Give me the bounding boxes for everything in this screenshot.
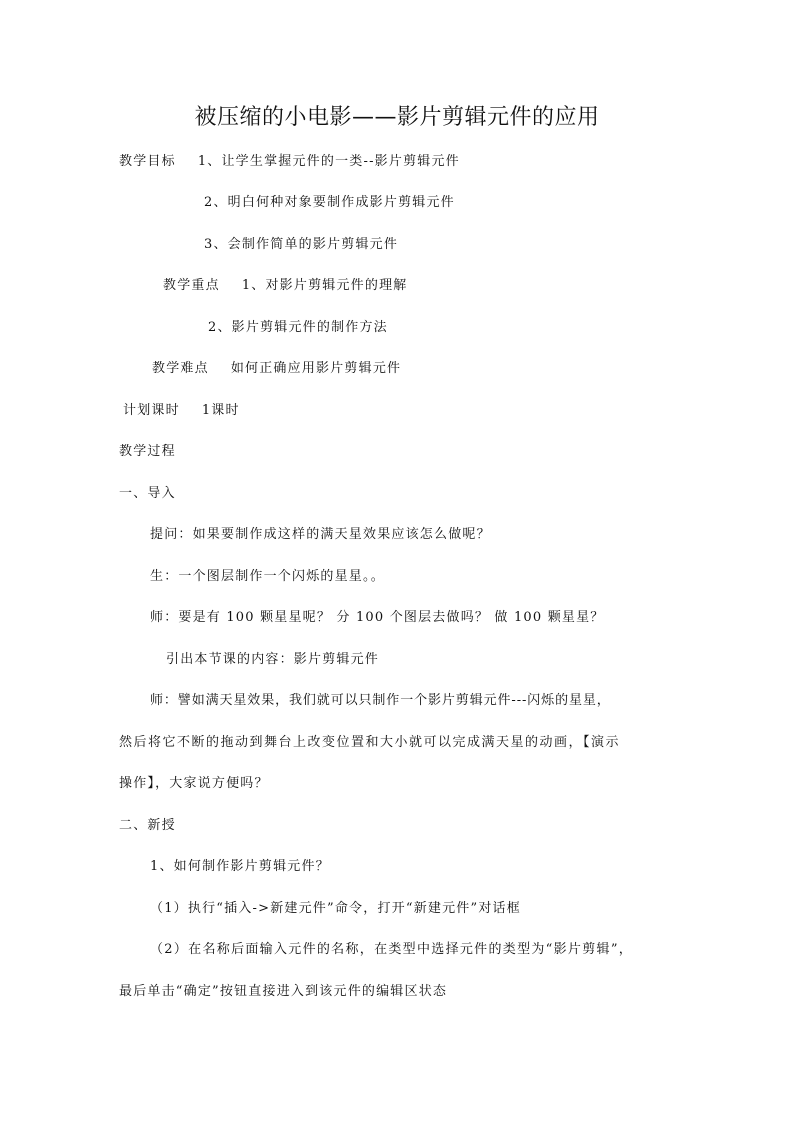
objectives-row	[119, 150, 460, 169]
section1-line: 提问：如果要制作成这样的满天星效果应该怎么做呢？	[150, 527, 491, 542]
section2-line: 1、如何制作影片剪辑元件？	[150, 859, 330, 874]
section2-line: 最后单击“确定”按钮直接进入到该元件的编辑区状态	[119, 984, 448, 999]
section2-heading: 二、新授	[119, 818, 176, 833]
section1-line: 引出本节课的内容：影片剪辑元件	[166, 652, 380, 667]
hours-value: 1课时	[201, 403, 240, 418]
objective-item: 3、会制作简单的影片剪辑元件	[204, 237, 399, 252]
hours-label: 计划课时	[123, 403, 180, 418]
section1-heading: 一、导入	[119, 486, 176, 501]
process-label: 教学过程	[119, 444, 176, 459]
difficulty-label: 教学难点	[152, 361, 209, 376]
section2-line: （2）在名称后面输入元件的名称，在类型中选择元件的类型为“影片剪辑”，	[150, 942, 634, 957]
key-points-label: 教学重点	[163, 278, 220, 293]
section1-line: 师：要是有 100 颗星星呢？ 分 100 个图层去做吗？ 做 100 颗星星？	[150, 610, 605, 625]
section1-line: 然后将它不断的拖动到舞台上改变位置和大小就可以完成满天星的动画，【演示	[119, 735, 621, 750]
difficulty-row	[152, 357, 401, 376]
objectives-label: 教学目标	[119, 154, 176, 169]
section2-line: （1）执行“插入->新建元件”命令，打开“新建元件”对话框	[150, 901, 521, 916]
section1-line: 师：譬如满天星效果，我们就可以只制作一个影片剪辑元件---闪烁的星星，	[150, 693, 611, 708]
page-title: 被压缩的小电影——影片剪辑元件的应用	[194, 105, 600, 130]
key-points-row	[163, 274, 407, 293]
objective-item: 2、明白何种对象要制作成影片剪辑元件	[204, 195, 455, 210]
section1-line: 生：一个图层制作一个闪烁的星星。。	[150, 569, 385, 584]
objective-item: 1、让学生掌握元件的一类--影片剪辑元件	[197, 154, 460, 169]
difficulty-text: 如何正确应用影片剪辑元件	[230, 361, 402, 376]
hours-row	[123, 399, 240, 418]
section1-line: 操作】，大家说方便吗？	[119, 776, 269, 791]
key-point-item: 1、对影片剪辑元件的理解	[241, 278, 408, 293]
key-point-item: 2、影片剪辑元件的制作方法	[208, 320, 388, 335]
